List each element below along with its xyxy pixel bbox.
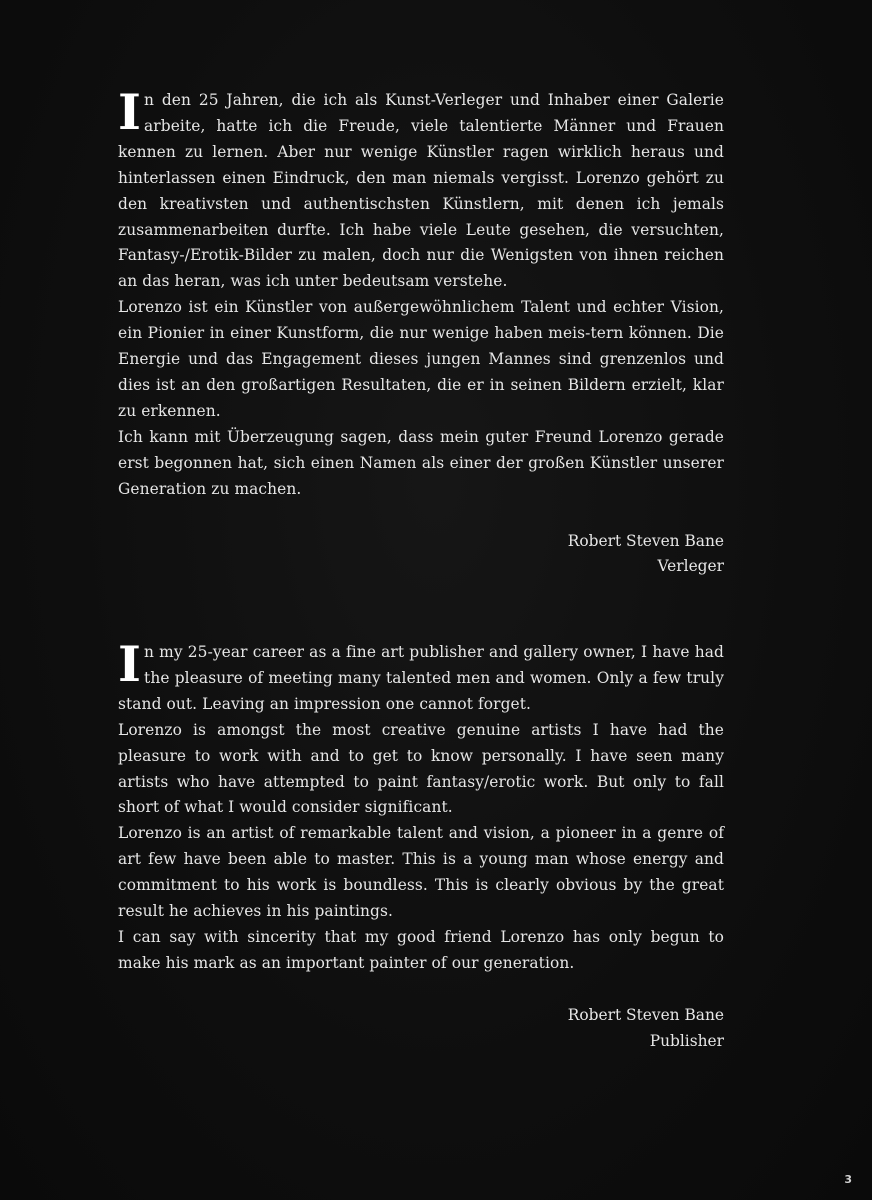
german-paragraph-2: Lorenzo ist ein Künstler von außergewöhnlichem Talent und echter Vision, ein Pionier in einer Kunstform, die nur wenige haben meis-tern können. Die Energie und das Engagement dieses jungen Mannes sind grenzenlos und dies ist an den großartigen Resultaten, die er in seinen Bildern erzielt, klar zu erkennen. <box>118 298 724 420</box>
english-paragraph-1-text: n my 25-year career as a fine art publisher and gallery owner, I have had the pleasure of meeting many talented men and women. Only a few truly stand out. Leaving an impression one cannot forget. <box>118 643 724 713</box>
english-foreword <box>118 635 724 1055</box>
german-signature <box>118 529 724 581</box>
english-dropcap: I <box>118 635 142 693</box>
german-signature-name: Robert Steven Bane <box>567 531 724 550</box>
page-number: 3 <box>844 1173 852 1186</box>
english-signature-title: Publisher <box>649 1031 724 1050</box>
english-paragraph-3: Lorenzo is an artist of remarkable talent and vision, a pioneer in a genre of art few have been able to master. This is a young man whose energy and commitment to his work is boundless. This is clearly obvious by the great result he achieves in his paintings. <box>118 824 724 921</box>
german-signature-title: Verleger <box>657 557 724 576</box>
german-dropcap: I <box>118 83 142 141</box>
english-signature-name: Robert Steven Bane <box>567 1005 724 1024</box>
german-paragraph-1 <box>118 83 724 295</box>
english-signature <box>118 1003 724 1055</box>
english-paragraph-2: Lorenzo is amongst the most creative genuine artists I have had the pleasure to work with and to get to know personally. I have seen many artists who have attempted to paint fantasy/erotic work. But only to fall short of what I would consider significant. <box>118 720 724 817</box>
german-paragraph-1-text: n den 25 Jahren, die ich als Kunst-Verleger und Inhaber einer Galerie arbeite, hatte ich die Freude, viele talentierte Männer und Frauen kennen zu lernen. Aber nur wenige Künstler ragen wirklich heraus und hinterlassen einen Eindruck, den man niemals vergisst. Lorenzo gehört zu den kreativsten und authentischsten Künstlern, mit denen ich jemals zusammenarbeiten durfte. Ich habe viele Leute gesehen, die versuchten, Fantasy-/Erotik-Bilder zu malen, doch nur die Wenigsten von ihnen reichen an das heran, was ich unter bedeutsam verstehe. <box>118 91 724 291</box>
english-paragraph-4: I can say with sincerity that my good friend Lorenzo has only begun to make his mark as an important painter of our generation. <box>118 927 724 972</box>
german-paragraph-3: Ich kann mit Überzeugung sagen, dass mein guter Freund Lorenzo gerade erst begonnen hat, sich einen Namen als einer der großen Künstler unserer Generation zu machen. <box>118 427 724 498</box>
english-paragraph-1 <box>118 635 724 718</box>
german-foreword <box>118 83 724 580</box>
